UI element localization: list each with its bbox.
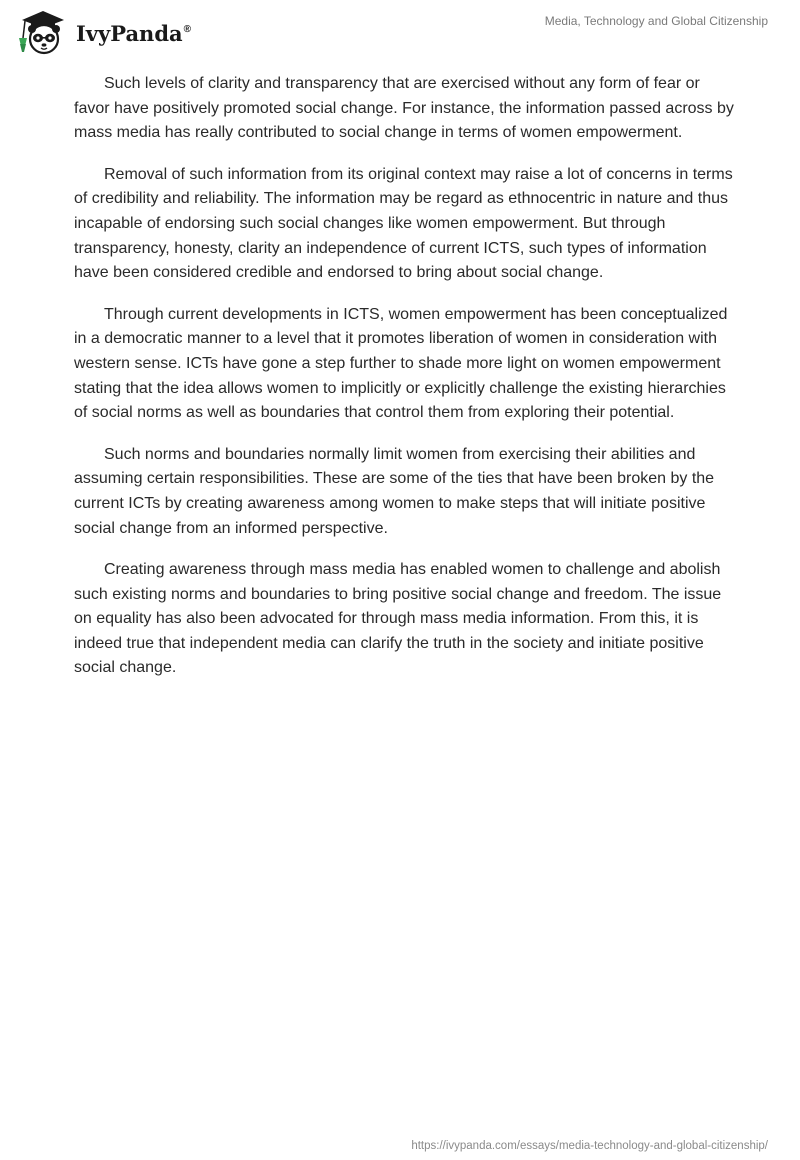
- paragraph: Creating awareness through mass media has enabled women to challenge and abolish such existing norms and boundaries to bring positive social change and freedom. The issue on equality has also been advocated for through mass media information. From this, it is indeed true that independent media can clarify the truth in the society and initiate positive social change.: [74, 561, 722, 677]
- document-running-title: Media, Technology and Global Citizenship: [544, 14, 768, 28]
- ivypanda-logo[interactable]: [14, 8, 191, 56]
- paragraph: Such norms and boundaries normally limit women from exercising their abilities and assuming certain responsibilities. These are some of the ties that have been broken by the current ICTs by creating awareness among women to make steps that will initiate positive social change from an informed perspective.: [74, 445, 715, 537]
- essay-body: [74, 72, 734, 698]
- registered-mark: ®: [183, 23, 191, 35]
- logo-wordmark: [76, 21, 191, 46]
- panda-graduate-icon: [14, 8, 72, 56]
- paragraph: Such levels of clarity and transparency that are exercised without any form of fear or favor have positively promoted social change. For instance, the information passed across by mass media has really contributed to social change in terms of women empowerment.: [74, 75, 734, 142]
- paragraph: Through current developments in ICTS, women empowerment has been conceptualized in a democratic manner to a level that it promotes liberation of women in consideration with western sense. ICTs have gone a step further to shade more light on women empowerment stating that the idea allows women to implicitly or explicitly challenge the existing hierarchies of social norms as well as boundaries that control them from exploring their potential.: [74, 305, 728, 422]
- logo-name: IvyPanda: [76, 20, 183, 46]
- paragraph: Removal of such information from its original context may raise a lot of concerns in terms of credibility and reliability. The information may be regard as ethnocentric in nature and thus incapable of endorsing such social changes like women empowerment. But through transparency, honesty, clarity an independence of current ICTS, such types of information have been considered credible and endorsed to bring about social change.: [74, 165, 733, 282]
- source-url[interactable]: https://ivypanda.com/essays/media-technology-and-global-citizenship/: [411, 1140, 768, 1152]
- page-header: [0, 0, 800, 62]
